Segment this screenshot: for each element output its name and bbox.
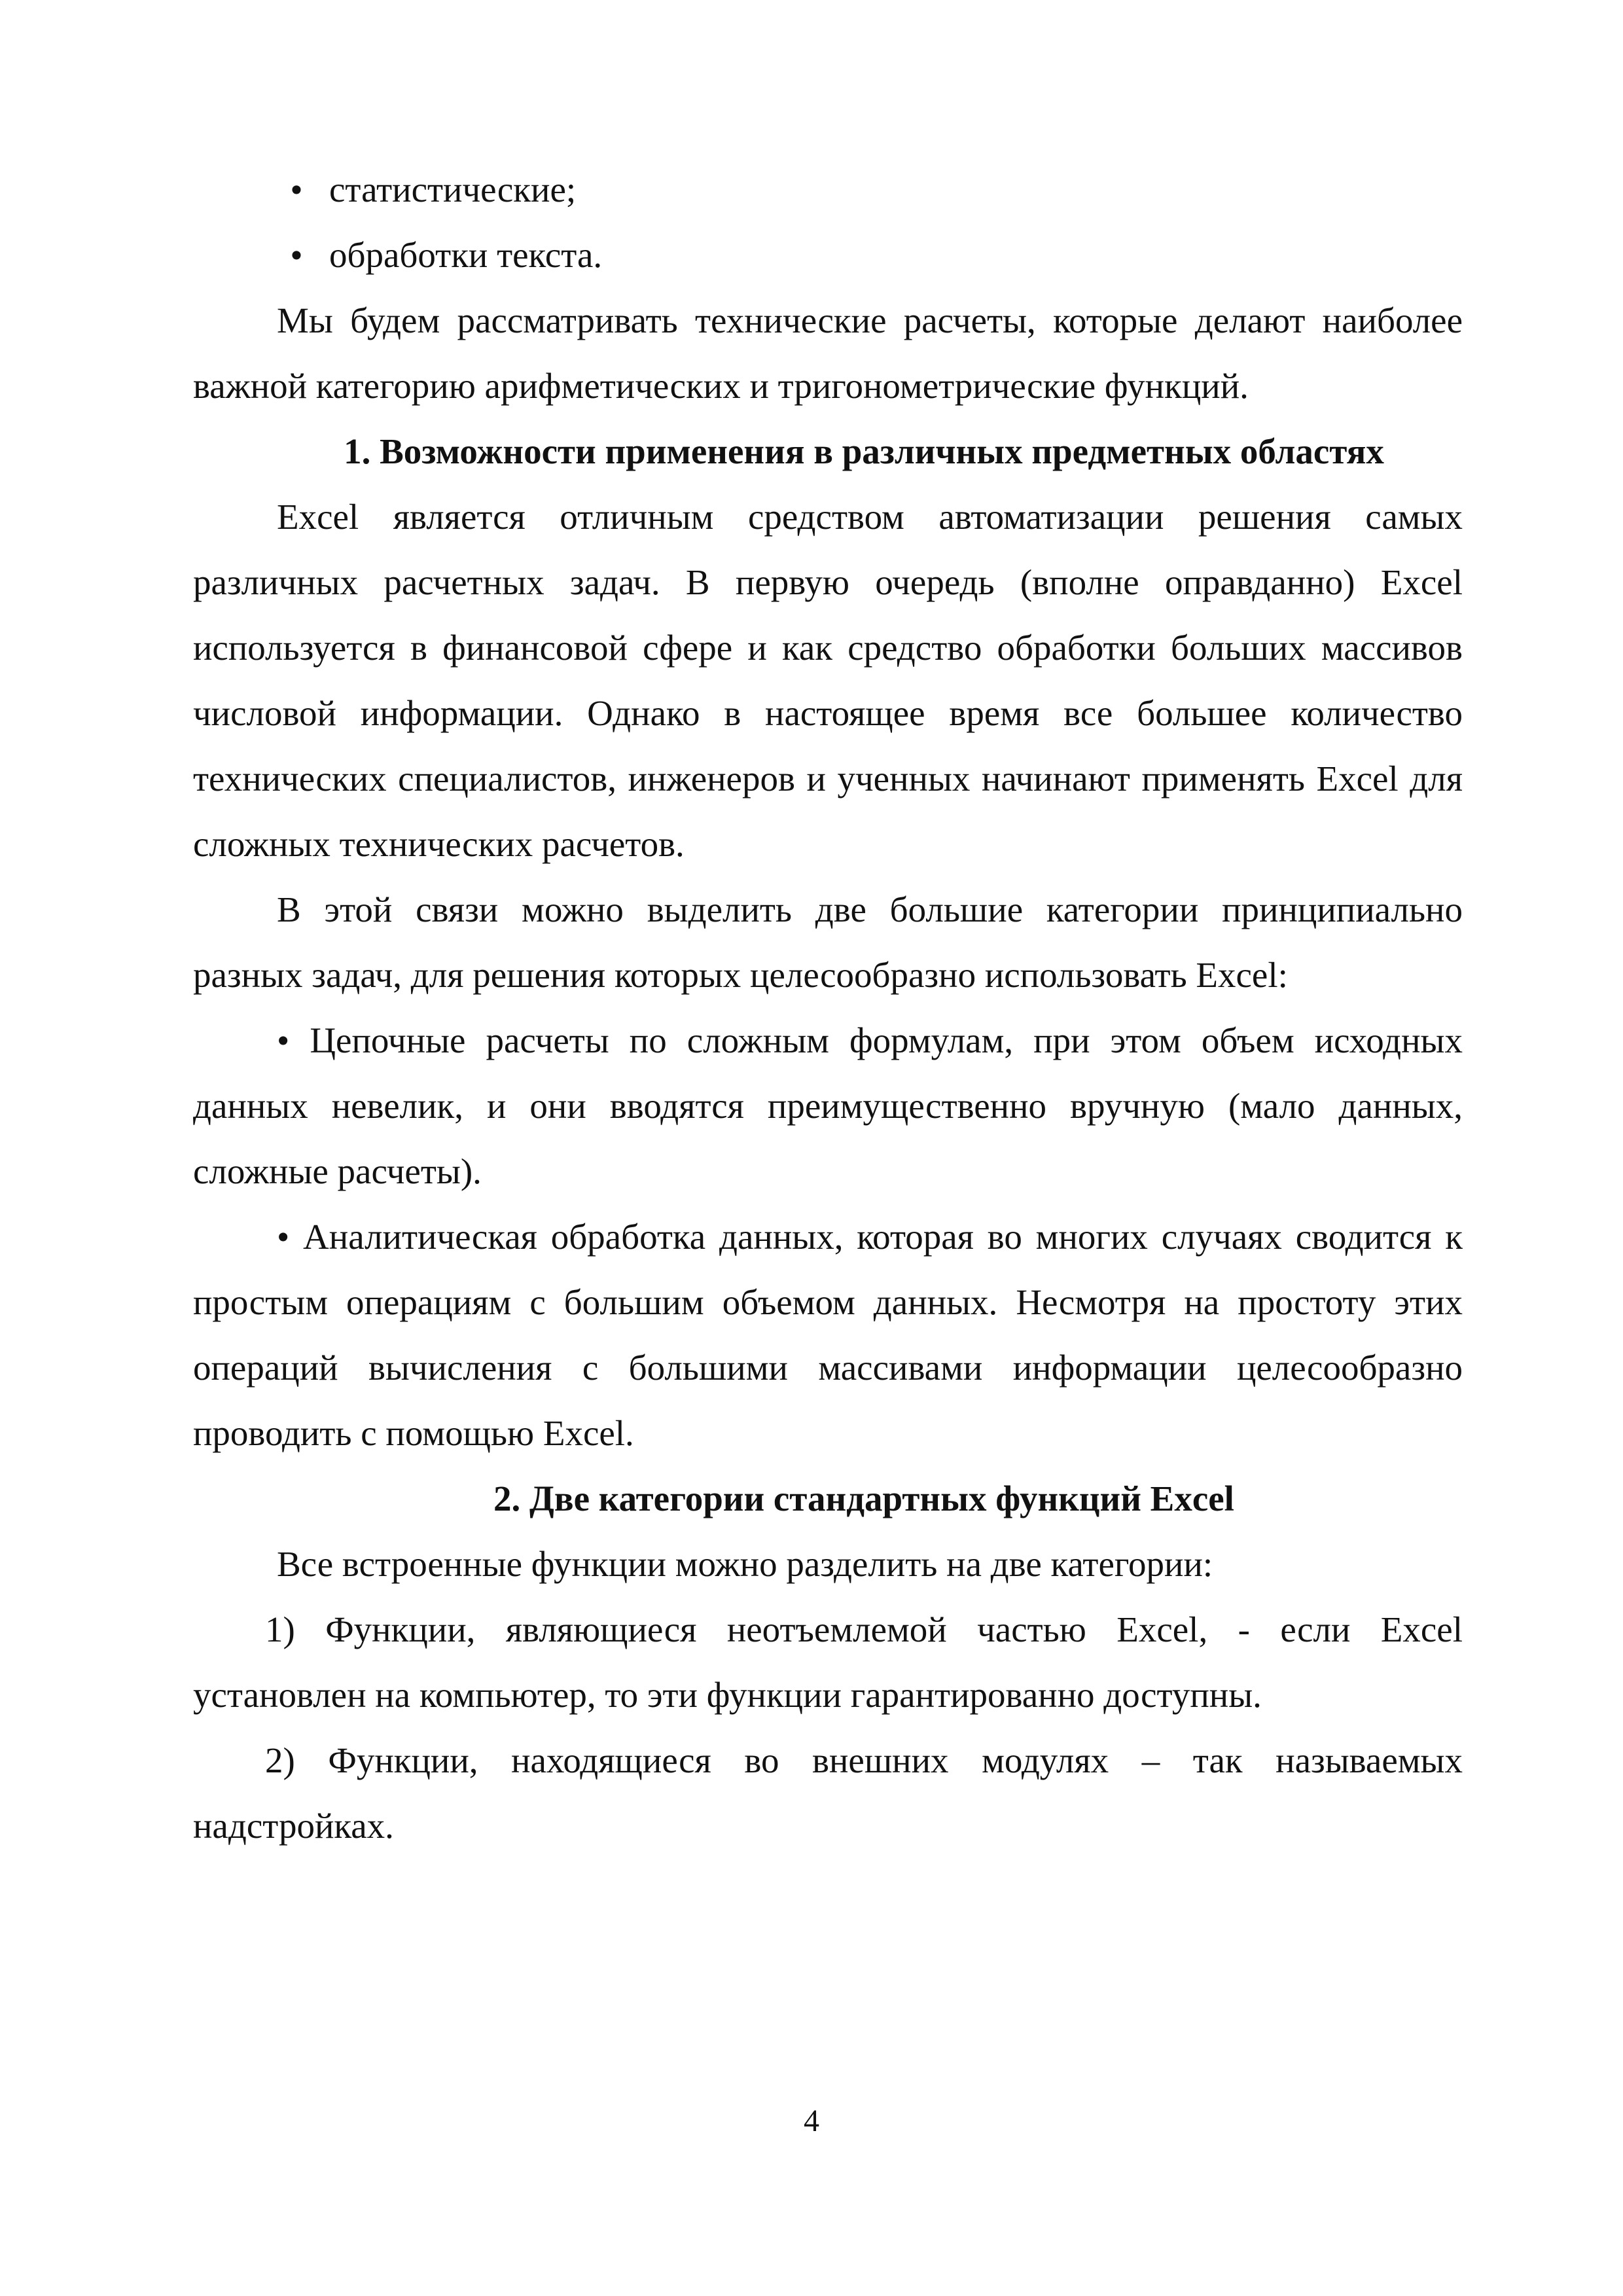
section-1-paragraph-2: В этой связи можно выделить две большие категории принципиально разных задач, для решения которых целесообразно использовать Excel: [193,889,1463,995]
section-2-item-2: 2) Функции, находящиеся во внешних модулях – так называемых надстройках. [193,1740,1463,1846]
bullet-icon: • [290,235,303,275]
bullet-icon: • [290,170,303,209]
section-1-bullet-1: • Цепочные расчеты по сложным формулам, при этом объем исходных данных невелик, и они вводятся преимущественно вручную (мало данных, сложные расчеты). [193,1020,1463,1191]
list-item [193,223,1463,288]
section-1-bullet-2: • Аналитическая обработка данных, которая во многих случаях сводится к простым операциям с большим объемом данных. Несмотря на простоту этих операций вычисления с большими массивами информации целесообразно проводить с помощью Excel. [193,1217,1463,1453]
list-item-text: обработки текста. [329,235,603,275]
list-item-text: статистические; [329,170,577,209]
section-2-paragraph-1: Все встроенные функции можно разделить на две категории: [277,1544,1213,1584]
list-item [193,157,1463,223]
section-2-item-1: 1) Функции, являющиеся неотъемлемой частью Excel, - если Excel установлен на компьютер, то эти функции гарантированно доступны. [193,1609,1463,1715]
section-2-heading: 2. Две категории стандартных функций Excel [493,1479,1234,1518]
section-1-heading: 1. Возможности применения в различных предметных областях [344,431,1384,471]
intro-paragraph: Мы будем рассматривать технические расчеты, которые делают наиболее важной категорию арифметических и тригонометрические функций. [193,300,1463,406]
page-number: 4 [804,2104,819,2138]
section-1-paragraph-1: Excel является отличным средством автоматизации решения самых различных расчетных задач. В первую очередь (вполне оправданно) Excel используется в финансовой сфере и как средство обработки больших массивов числовой информации. Однако в настоящее время все большее количество технических специалистов, инженеров и ученных начинают применять Excel для сложных технических расчетов. [193,497,1463,864]
document-page [193,157,1463,1859]
